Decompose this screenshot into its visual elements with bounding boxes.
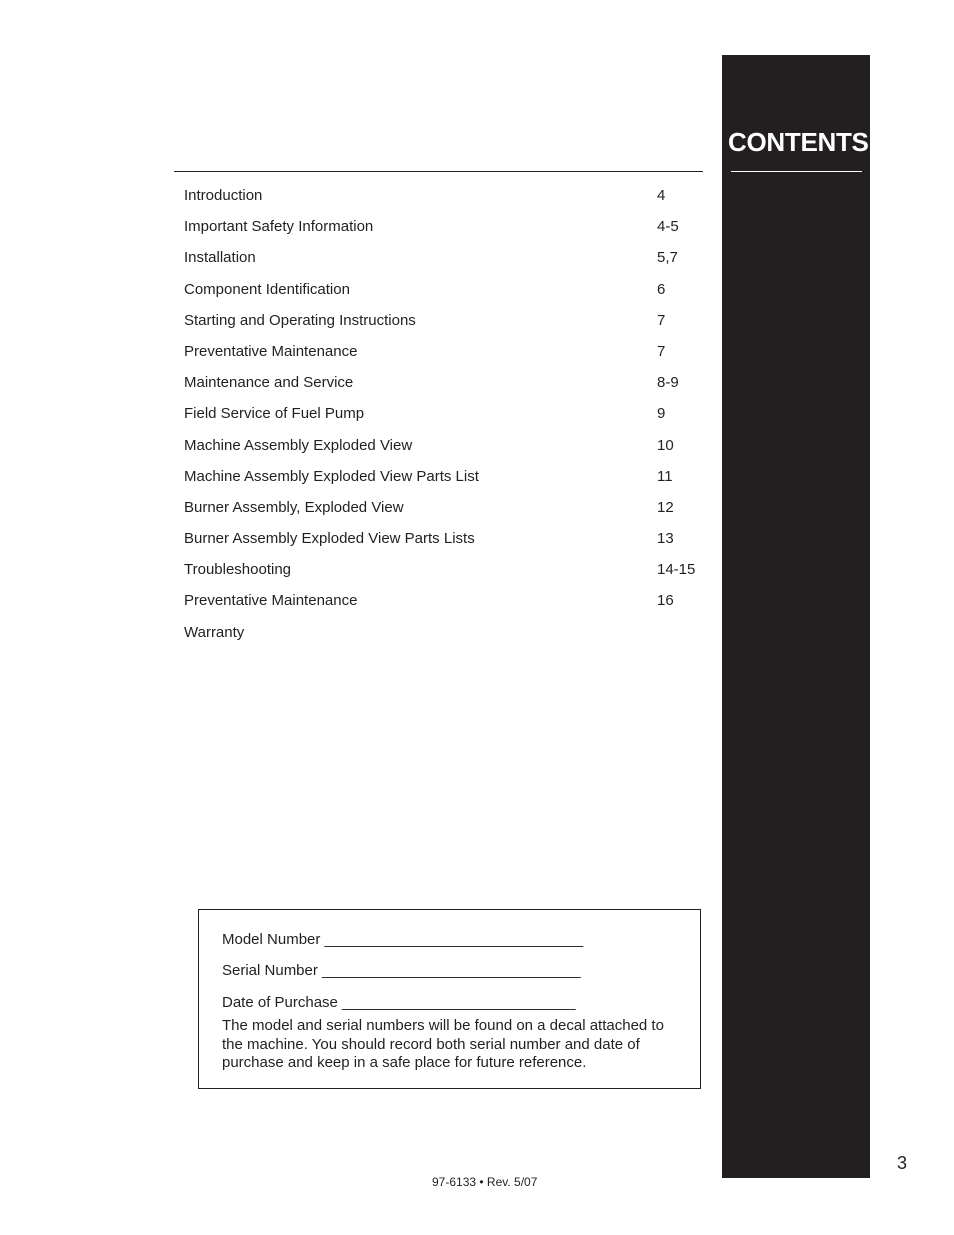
toc-entry-title: Important Safety Information <box>184 218 374 236</box>
toc-entry-title: Maintenance and Service <box>184 374 354 392</box>
toc-entry-page: 6 <box>657 280 666 298</box>
toc-row-installation <box>184 245 704 276</box>
toc-entry-title: Introduction <box>184 187 263 204</box>
toc-entry-title: Machine Assembly Exploded View Parts List <box>184 467 479 485</box>
date-of-purchase-field: Date of Purchase ____________________________ <box>222 994 576 1011</box>
toc-row-starting-operating <box>184 308 704 339</box>
toc-entry-page: 7 <box>657 342 666 360</box>
toc-entry-page: 10 <box>657 436 674 454</box>
toc-entry-page: 9 <box>657 405 666 423</box>
contents-title-rule <box>731 171 862 172</box>
toc-row-maintenance-service <box>184 370 704 401</box>
toc-entry-title: Warranty <box>184 623 245 641</box>
document-footer: 97-6133 • Rev. 5/07 <box>432 1175 538 1189</box>
toc-entry-title: Troubleshooting <box>184 561 292 579</box>
toc-row-machine-parts-list <box>184 464 704 495</box>
contents-sidebar <box>722 55 870 1178</box>
contents-title: CONTENTS <box>728 127 869 157</box>
toc-row-fuel-pump <box>184 401 704 432</box>
purchase-record-box <box>198 909 701 1089</box>
toc-entry-page: 7 <box>657 311 666 329</box>
toc-entry-title: Preventative Maintenance <box>184 592 358 610</box>
toc-row-burner-exploded-view <box>184 495 704 526</box>
toc-row-troubleshooting <box>184 557 704 588</box>
toc-entry-title: Field Service of Fuel Pump <box>184 405 365 423</box>
toc-entry-title: Preventative Maintenance <box>184 342 358 360</box>
toc-row-introduction <box>184 183 704 214</box>
toc-row-machine-exploded-view <box>184 433 704 464</box>
toc-entry-page: 12 <box>657 498 674 516</box>
toc-row-preventative-maintenance-2 <box>184 588 704 619</box>
toc-entry-title: Starting and Operating Instructions <box>184 311 416 329</box>
toc-entry-page: 8-9 <box>657 374 679 392</box>
toc-row-warranty <box>184 620 704 651</box>
table-of-contents <box>184 183 704 651</box>
toc-row-important-safety-information <box>184 214 704 245</box>
toc-entry-page: 5,7 <box>657 249 678 267</box>
toc-entry-page: 13 <box>657 530 674 548</box>
record-note: The model and serial numbers will be found on a decal attached to the machine. You should record both serial number and date of purchase and keep in a safe place for future reference. <box>222 1017 664 1071</box>
toc-entry-page: 16 <box>657 592 674 610</box>
toc-entry-page: 11 <box>657 467 673 485</box>
toc-entry-title: Burner Assembly, Exploded View <box>184 498 404 516</box>
toc-entry-title: Component Identification <box>184 280 350 298</box>
toc-row-component-identification <box>184 277 704 308</box>
model-number-field: Model Number _______________________________ <box>222 931 584 948</box>
toc-entry-title: Burner Assembly Exploded View Parts Lists <box>184 530 475 548</box>
toc-entry-title: Installation <box>184 249 256 267</box>
toc-row-preventative-maintenance <box>184 339 704 370</box>
toc-entry-page: 14-15 <box>657 561 696 579</box>
toc-entry-page: 4 <box>657 187 666 204</box>
toc-entry-title: Machine Assembly Exploded View <box>184 436 413 454</box>
page-number: 3 <box>897 1153 908 1173</box>
toc-row-burner-parts-lists <box>184 526 704 557</box>
toc-entry-page: 4-5 <box>657 218 679 236</box>
toc-top-rule <box>174 171 703 172</box>
serial-number-field: Serial Number _______________________________ <box>222 962 581 979</box>
